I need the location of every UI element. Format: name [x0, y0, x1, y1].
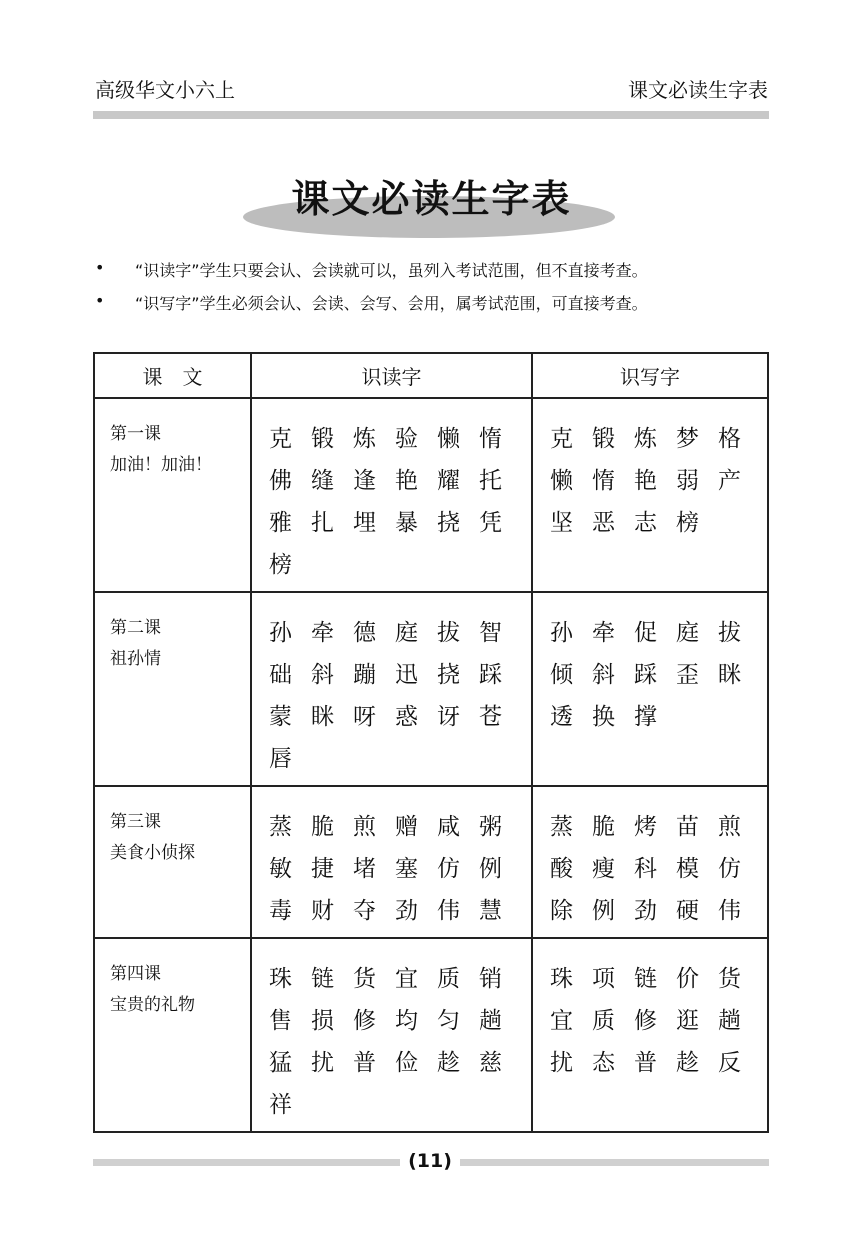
character: 换	[592, 703, 615, 730]
character: 孙	[269, 619, 292, 646]
character: 模	[676, 855, 699, 882]
character: 伟	[437, 897, 460, 924]
character: 炼	[634, 425, 657, 452]
character: 例	[592, 897, 615, 924]
character: 祥	[269, 1091, 292, 1118]
character: 锻	[592, 425, 615, 452]
character: 榜	[269, 551, 292, 578]
character: 唇	[269, 745, 292, 772]
character: 惰	[479, 425, 502, 452]
character: 倾	[550, 661, 573, 688]
character: 炼	[353, 425, 376, 452]
character: 耀	[437, 467, 460, 494]
character: 除	[550, 897, 573, 924]
character: 珠	[550, 965, 573, 992]
character: 锻	[311, 425, 334, 452]
bullet-text: “识读字”学生只要会认、会读就可以，虽列入考试范围，但不直接考查。	[135, 261, 648, 280]
character: 克	[550, 425, 573, 452]
char-line	[269, 997, 531, 1039]
bullet-text: “识写字”学生必须会认、会读、会写、会用，属考试范围，可直接考查。	[135, 294, 648, 313]
character: 修	[353, 1007, 376, 1034]
character: 撑	[634, 703, 657, 730]
character: 扰	[550, 1049, 573, 1076]
character: 价	[676, 965, 699, 992]
char-line	[269, 457, 531, 499]
bullet-item	[95, 291, 648, 324]
character: 蹦	[353, 661, 376, 688]
character: 猛	[269, 1049, 292, 1076]
character: 赠	[395, 813, 418, 840]
char-line	[550, 887, 767, 929]
section-title: 课文必读生字表	[628, 78, 768, 102]
lesson-cell	[94, 592, 251, 786]
character: 坚	[550, 509, 573, 536]
character: 挠	[437, 661, 460, 688]
char-line	[269, 955, 531, 997]
character: 珠	[269, 965, 292, 992]
char-line	[269, 735, 531, 777]
character: 拔	[437, 619, 460, 646]
char-line	[550, 457, 767, 499]
table-row	[94, 398, 768, 592]
char-line	[550, 415, 767, 457]
char-line	[269, 651, 531, 693]
character: 透	[550, 703, 573, 730]
character: 梦	[676, 425, 699, 452]
character: 脆	[592, 813, 615, 840]
page-number: (11)	[400, 1150, 460, 1172]
character: 脆	[311, 813, 334, 840]
character: 斜	[592, 661, 615, 688]
read-chars-cell	[251, 786, 532, 938]
character: 讶	[437, 703, 460, 730]
character: 毒	[269, 897, 292, 924]
character: 艳	[395, 467, 418, 494]
bullet-marker: •	[95, 291, 105, 310]
character: 瘦	[592, 855, 615, 882]
char-line	[269, 1039, 531, 1081]
character: 煎	[353, 813, 376, 840]
character: 蒸	[269, 813, 292, 840]
character: 货	[353, 965, 376, 992]
character: 眯	[718, 661, 741, 688]
character: 均	[395, 1007, 418, 1034]
lesson-number: 第四课	[110, 964, 161, 984]
character: 趁	[437, 1049, 460, 1076]
character: 慈	[479, 1049, 502, 1076]
character: 踩	[634, 661, 657, 688]
character: 普	[634, 1049, 657, 1076]
header-write-chars: 识写字	[532, 353, 768, 398]
char-line	[269, 609, 531, 651]
character: 粥	[479, 813, 502, 840]
character: 仿	[718, 855, 741, 882]
character: 例	[479, 855, 502, 882]
character: 蒸	[550, 813, 573, 840]
character: 惰	[592, 467, 615, 494]
write-chars-cell	[532, 592, 768, 786]
character: 宜	[550, 1007, 573, 1034]
char-line	[269, 887, 531, 929]
character: 烤	[634, 813, 657, 840]
character: 损	[311, 1007, 334, 1034]
character: 德	[353, 619, 376, 646]
character: 质	[592, 1007, 615, 1034]
character: 修	[634, 1007, 657, 1034]
lesson-number: 第一课	[110, 424, 161, 444]
lesson-cell	[94, 938, 251, 1132]
character: 惑	[395, 703, 418, 730]
char-line	[550, 609, 767, 651]
character: 反	[718, 1049, 741, 1076]
character: 踩	[479, 661, 502, 688]
character: 慧	[479, 897, 502, 924]
lesson-name: 祖孙情	[110, 649, 161, 669]
bullet-marker: •	[95, 258, 105, 277]
character: 劲	[395, 897, 418, 924]
character: 扎	[311, 509, 334, 536]
character: 恶	[592, 509, 615, 536]
vocabulary-table	[93, 352, 769, 1133]
write-chars-cell	[532, 938, 768, 1132]
lesson-number: 第三课	[110, 812, 161, 832]
char-line	[550, 803, 767, 845]
character: 夺	[353, 897, 376, 924]
character: 呀	[353, 703, 376, 730]
char-line	[269, 541, 531, 583]
character: 趁	[676, 1049, 699, 1076]
lesson-number: 第二课	[110, 618, 161, 638]
character: 眯	[311, 703, 334, 730]
character: 劲	[634, 897, 657, 924]
char-line	[269, 693, 531, 735]
character: 弱	[676, 467, 699, 494]
character: 售	[269, 1007, 292, 1034]
character: 验	[395, 425, 418, 452]
character: 促	[634, 619, 657, 646]
table-row	[94, 938, 768, 1132]
lesson-name: 宝贵的礼物	[110, 995, 195, 1015]
character: 硬	[676, 897, 699, 924]
bullet-item	[95, 258, 648, 291]
character: 煎	[718, 813, 741, 840]
character: 斜	[311, 661, 334, 688]
character: 暴	[395, 509, 418, 536]
character: 趟	[479, 1007, 502, 1034]
char-line	[550, 955, 767, 997]
character: 财	[311, 897, 334, 924]
character: 懒	[437, 425, 460, 452]
table-row	[94, 786, 768, 938]
page-title: 课文必读生字表	[291, 177, 572, 221]
header-read-chars: 识读字	[251, 353, 532, 398]
character: 志	[634, 509, 657, 536]
character: 拔	[718, 619, 741, 646]
char-line	[550, 651, 767, 693]
instructions	[95, 258, 648, 324]
character: 凭	[479, 509, 502, 536]
character: 歪	[676, 661, 699, 688]
character: 牵	[311, 619, 334, 646]
character: 础	[269, 661, 292, 688]
char-line	[269, 803, 531, 845]
character: 艳	[634, 467, 657, 494]
header-divider	[93, 111, 769, 119]
character: 托	[479, 467, 502, 494]
character: 捷	[311, 855, 334, 882]
lesson-cell	[94, 398, 251, 592]
character: 庭	[676, 619, 699, 646]
character: 佛	[269, 467, 292, 494]
character: 孙	[550, 619, 573, 646]
character: 链	[311, 965, 334, 992]
character: 雅	[269, 509, 292, 536]
char-line	[269, 1081, 531, 1123]
character: 伟	[718, 897, 741, 924]
char-line	[269, 845, 531, 887]
character: 产	[718, 467, 741, 494]
lesson-name: 美食小侦探	[110, 843, 195, 863]
character: 智	[479, 619, 502, 646]
character: 牵	[592, 619, 615, 646]
character: 榜	[676, 509, 699, 536]
character: 埋	[353, 509, 376, 536]
character: 塞	[395, 855, 418, 882]
lesson-cell	[94, 786, 251, 938]
write-chars-cell	[532, 398, 768, 592]
char-line	[550, 1039, 767, 1081]
character: 质	[437, 965, 460, 992]
character: 货	[718, 965, 741, 992]
character: 逛	[676, 1007, 699, 1034]
character: 宜	[395, 965, 418, 992]
character: 克	[269, 425, 292, 452]
character: 逢	[353, 467, 376, 494]
header-lesson: 课 文	[94, 353, 251, 398]
character: 仿	[437, 855, 460, 882]
character: 敏	[269, 855, 292, 882]
character: 项	[592, 965, 615, 992]
read-chars-cell	[251, 938, 532, 1132]
character: 态	[592, 1049, 615, 1076]
book-title: 高级华文小六上	[95, 78, 235, 102]
character: 匀	[437, 1007, 460, 1034]
read-chars-cell	[251, 592, 532, 786]
character: 咸	[437, 813, 460, 840]
character: 缝	[311, 467, 334, 494]
character: 迅	[395, 661, 418, 688]
write-chars-cell	[532, 786, 768, 938]
character: 苍	[479, 703, 502, 730]
character: 懒	[550, 467, 573, 494]
character: 格	[718, 425, 741, 452]
character: 扰	[311, 1049, 334, 1076]
character: 苗	[676, 813, 699, 840]
character: 挠	[437, 509, 460, 536]
character: 普	[353, 1049, 376, 1076]
character: 庭	[395, 619, 418, 646]
char-line	[550, 845, 767, 887]
read-chars-cell	[251, 398, 532, 592]
character: 趟	[718, 1007, 741, 1034]
char-line	[269, 499, 531, 541]
char-line	[550, 499, 767, 541]
character: 链	[634, 965, 657, 992]
character: 酸	[550, 855, 573, 882]
character: 科	[634, 855, 657, 882]
character: 蒙	[269, 703, 292, 730]
character: 销	[479, 965, 502, 992]
table-row	[94, 592, 768, 786]
char-line	[550, 997, 767, 1039]
char-line	[550, 693, 767, 735]
character: 俭	[395, 1049, 418, 1076]
char-line	[269, 415, 531, 457]
character: 堵	[353, 855, 376, 882]
lesson-name: 加油！加油！	[110, 455, 212, 475]
